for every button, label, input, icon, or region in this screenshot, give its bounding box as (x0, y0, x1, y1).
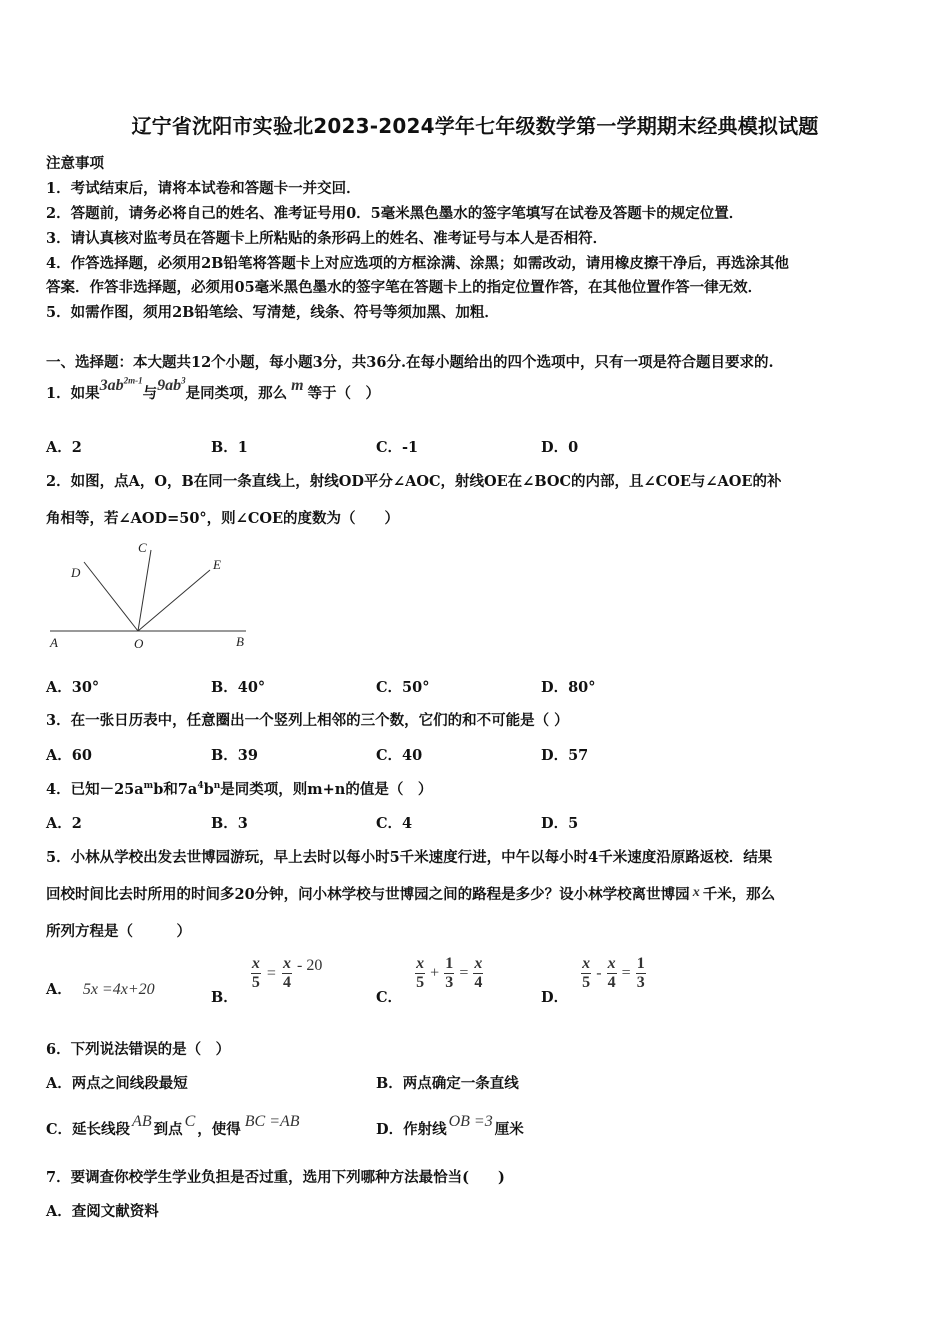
q7-option-a[interactable]: A．查阅文献资料 (46, 1203, 159, 1220)
note-item: 3．请认真核对监考员在答题卡上所粘贴的条形码上的姓名、准考证号与本人是否相符． (46, 230, 608, 247)
q2-option-b[interactable]: B．40° (211, 679, 266, 696)
q1-option-b[interactable]: B．1 (211, 439, 248, 456)
q3-option-c[interactable]: C．40 (376, 747, 423, 764)
notes-heading: 注意事项 (46, 155, 104, 172)
q4-option-c[interactable]: C．4 (376, 815, 413, 832)
frac-x-over-5: $\frac{x}{5}$ (582, 955, 591, 991)
q5-option-a[interactable]: A． 5x =4x+20 (46, 981, 155, 998)
q1-mid: 与 (142, 385, 158, 402)
q2-text-line1: 2．如图，点A，O，B在同一条直线上，射线OD平分∠AOC，射线OE在∠BOC的内部，且∠COE与∠AOE的补 (46, 473, 782, 490)
q5-option-c[interactable]: C． $\frac{x}{5}$ + $\frac{1}{3}$ = $\frac{x}{4}$ (376, 955, 483, 1006)
note-item: 5．如需作图，须用2B铅笔绘、写清楚，线条、符号等须加黑、加粗． (46, 304, 499, 321)
frac-x-over-5: $\frac{x}{5}$ (416, 955, 425, 991)
q4-option-d[interactable]: D．5 (541, 815, 579, 832)
page-title: 辽宁省沈阳市实验北2023-2024学年七年级数学第一学期期末经典模拟试题 (131, 114, 819, 138)
q1-tail: 等于（ ） (307, 385, 381, 402)
q6-option-d[interactable]: D．作射线 OB =3 厘米 (376, 1113, 524, 1138)
q1-term2: $9ab^3$ (157, 375, 186, 394)
q7-text: 7．要调查你校学生学业负担是否过重，选用下列哪种方法最恰当( ) (46, 1169, 505, 1186)
frac-x-over-4: $\frac{x}{4}$ (607, 955, 616, 991)
label-b: B (236, 634, 244, 649)
q4-option-b[interactable]: B．3 (211, 815, 248, 832)
question-1 (46, 375, 381, 403)
note-item: 2．答题前，请务必将自己的姓名、准考证号用0．5毫米黑色墨水的签字笔填写在试卷及答题卡的规定位置． (46, 205, 744, 222)
q1-option-a[interactable]: A．2 (46, 439, 82, 456)
q1-option-d[interactable]: D．0 (541, 439, 579, 456)
q1-var: m (291, 377, 304, 394)
q6-option-b[interactable]: B．两点确定一条直线 (376, 1075, 519, 1092)
q6-text: 6．下列说法错误的是（ ） (46, 1041, 231, 1058)
q5-text-line1: 5．小林从学校出发去世博园游玩，早上去时以每小时5千米速度行进，中午以每小时4千米速度沿原路返校．结果 (46, 849, 773, 866)
q2-option-c[interactable]: C．50° (376, 679, 430, 696)
frac-x-over-4: $\frac{x}{4}$ (474, 955, 483, 991)
label-c: C (138, 540, 147, 555)
frac-x-over-4: $\frac{x}{4}$ (282, 955, 291, 991)
ray-od (84, 562, 138, 631)
ray-oc (138, 550, 151, 631)
q1-rest: 是同类项，那么 (185, 385, 288, 402)
q6-option-a[interactable]: A．两点之间线段最短 (46, 1075, 188, 1092)
q2-option-d[interactable]: D．80° (541, 679, 596, 696)
q5-var: x (692, 885, 700, 900)
note-item: 答案．作答非选择题，必须用05毫米黑色墨水的签字笔在答题卡上的指定位置作答，在其他位置作答一律无效． (46, 279, 763, 296)
q3-option-d[interactable]: D．57 (541, 747, 589, 764)
note-item: 4．作答选择题，必须用2B铅笔将答题卡上对应选项的方框涂满、涂黑；如需改动，请用橡皮擦干净后，再选涂其他 (46, 255, 789, 272)
q2-option-a[interactable]: A．30° (46, 679, 100, 696)
q3-option-b[interactable]: B．39 (211, 747, 258, 764)
frac-x-over-5: $\frac{x}{5}$ (251, 955, 260, 991)
q1-term1: $3ab^{2m-1}$ (99, 375, 143, 394)
q1-prefix: 1．如果 (46, 385, 100, 402)
q6-option-c[interactable]: C．延长线段 AB 到点 C ，使得 BC =AB (46, 1113, 300, 1138)
q5-option-a-math: 5x =4x+20 (82, 981, 155, 998)
label-d: D (71, 565, 81, 580)
q5-option-d[interactable]: D． $\frac{x}{5}$ - $\frac{x}{4}$ = $\frac{1}{3}$ (541, 955, 645, 1006)
note-item: 1．考试结束后，请将本试卷和答题卡一并交回． (46, 180, 361, 197)
q5-option-b[interactable]: B． $\frac{x}{5}$ = $\frac{x}{4}$ - 20 (211, 955, 323, 1006)
q5-text-line3: 所列方程是（ ） (46, 923, 191, 940)
q5-text-line2: 回校时间比去时所用的时间多20分钟，问小林学校与世博园之间的路程是多少？设小林学校离世博园 x 千米，那么 (46, 885, 776, 903)
q2-text-line2: 角相等，若∠AOD=50°，则∠COE的度数为（ ） (46, 510, 400, 527)
ray-oe (138, 570, 210, 631)
section-heading: 一、选择题：本大题共12个小题，每小题3分，共36分.在每小题给出的四个选项中，只有一项是符合题目要求的. (46, 354, 774, 371)
q4-text: 4．已知$-25a^mb$和$7a^4b^n$是同类项，则m+n的值是（ ） (46, 781, 433, 798)
frac-1-over-3: $\frac{1}{3}$ (636, 955, 645, 991)
label-a: A (50, 635, 58, 650)
frac-1-over-3: $\frac{1}{3}$ (445, 955, 454, 991)
label-e: E (213, 557, 221, 572)
q1-option-c[interactable]: C．-1 (376, 439, 419, 456)
q3-text: 3．在一张日历表中，任意圈出一个竖列上相邻的三个数，它们的和不可能是（ ） (46, 712, 569, 729)
q4-option-a[interactable]: A．2 (46, 815, 82, 832)
angle-figure (46, 536, 256, 654)
label-o: O (134, 636, 144, 651)
q3-option-a[interactable]: A．60 (46, 747, 92, 764)
